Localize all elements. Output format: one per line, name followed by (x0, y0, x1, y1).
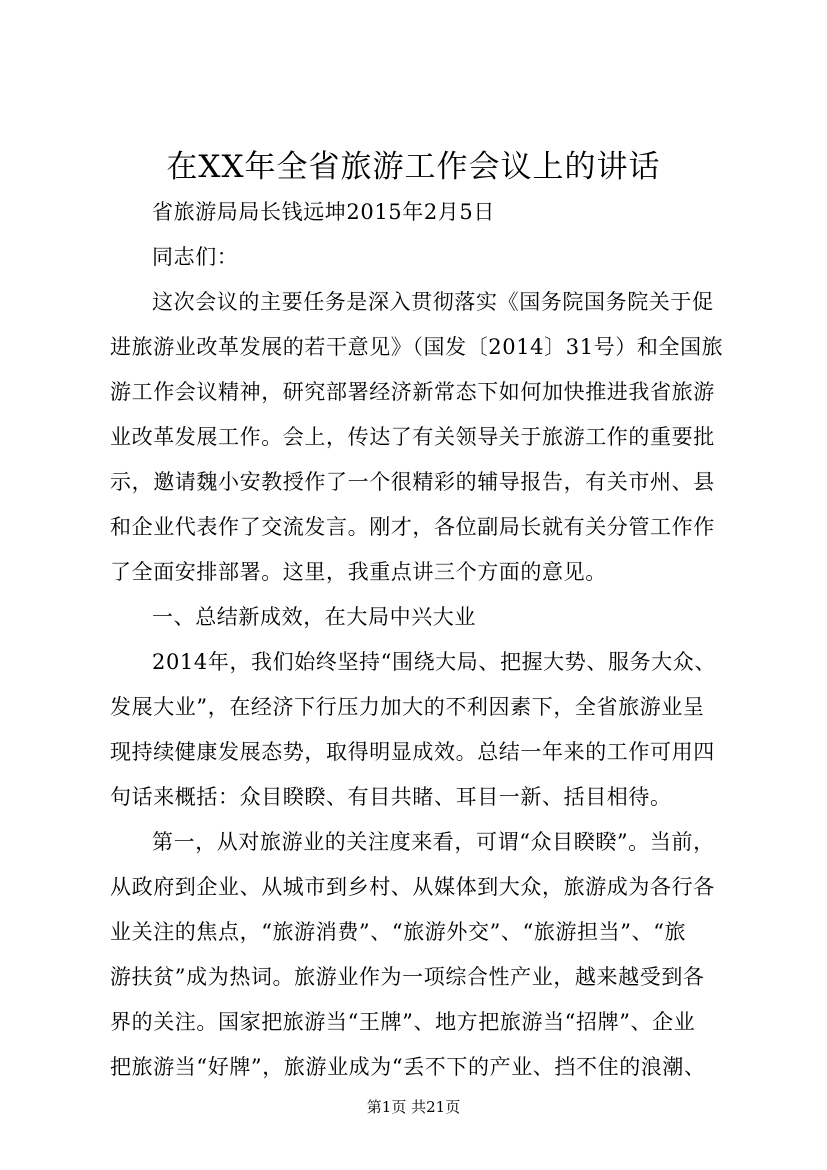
author-date-line: 省旅游局局长钱远坤2015年2月5日 (152, 200, 495, 224)
paragraph-line: 进旅游业改革发展的若干意见》（国发〔2014〕31号）和全国旅 (110, 335, 724, 359)
paragraph-line: 游扶贫”成为热词。旅游业作为一项综合性产业，越来越受到各 (110, 965, 705, 989)
salutation: 同志们： (152, 245, 239, 269)
paragraph-line: 业改革发展工作。会上，传达了有关领导关于旅游工作的重要批 (110, 425, 715, 449)
paragraph-line: 句话来概括：众目睽睽、有目共睹、耳目一新、括目相待。 (110, 785, 672, 809)
page-number-footer: 第1页 共21页 (366, 1098, 461, 1116)
paragraph-line: 了全面安排部署。这里，我重点讲三个方面的意见。 (110, 560, 607, 584)
paragraph-line: 2014年，我们始终坚持“围绕大局、把握大势、服务大众、 (152, 650, 716, 674)
paragraph-line: 界的关注。国家把旅游当“王牌”、地方把旅游当“招牌”、企业 (110, 1010, 696, 1034)
paragraph-line: 游工作会议精神，研究部署经济新常态下如何加快推进我省旅游 (110, 380, 715, 404)
paragraph-line: 发展大业”，在经济下行压力加大的不利因素下，全省旅游业呈 (110, 695, 705, 719)
section-heading: 一、总结新成效，在大局中兴大业 (152, 605, 476, 629)
paragraph-line: 业关注的焦点，“旅游消费”、“旅游外交”、“旅游担当”、“旅 (110, 920, 687, 944)
paragraph-line: 这次会议的主要任务是深入贯彻落实《国务院国务院关于促 (152, 290, 714, 314)
paragraph-line: 从政府到企业、从城市到乡村、从媒体到大众，旅游成为各行各 (110, 875, 715, 899)
paragraph-line: 和企业代表作了交流发言。刚才，各位副局长就有关分管工作作 (110, 515, 715, 539)
paragraph-line: 第一，从对旅游业的关注度来看，可谓“众目睽睽”。当前， (152, 830, 715, 854)
paragraph-line: 示，邀请魏小安教授作了一个很精彩的辅导报告，有关市州、县 (110, 470, 715, 494)
document-body (110, 190, 730, 1090)
paragraph-line: 现持续健康发展态势，取得明显成效。总结一年来的工作可用四 (110, 740, 715, 764)
document-title: 在XX年全省旅游工作会议上的讲话 (166, 149, 661, 185)
paragraph-line: 把旅游当“好牌”，旅游业成为“丢不下的产业、挡不住的浪潮、 (110, 1055, 706, 1079)
